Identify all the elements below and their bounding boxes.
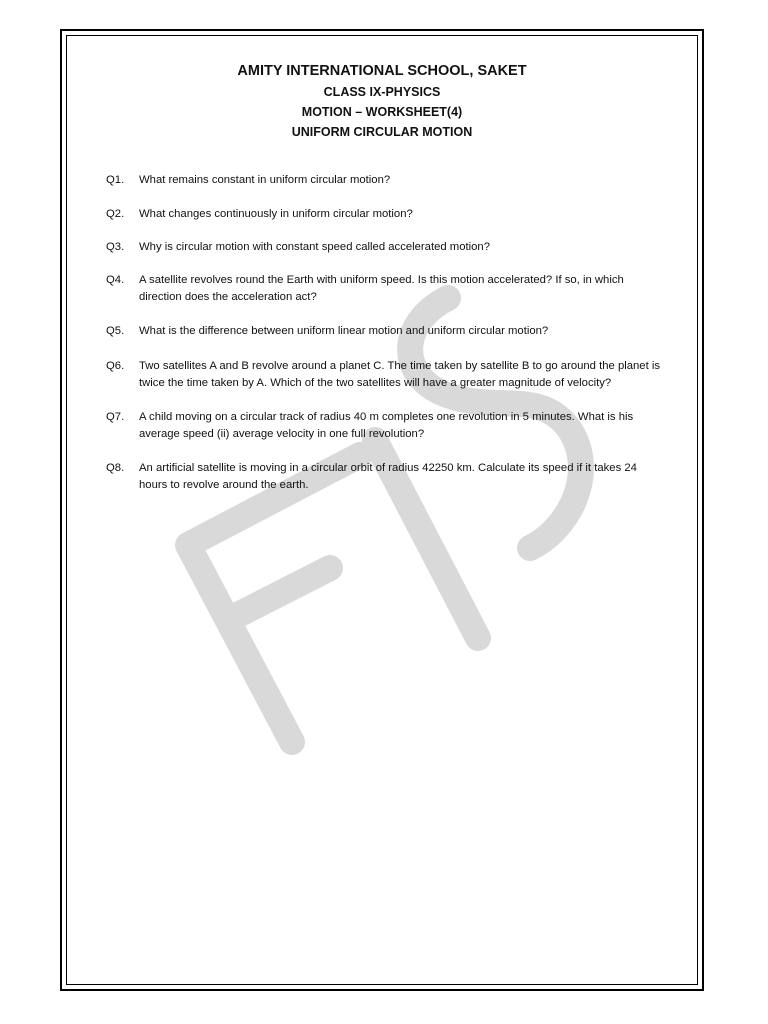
question-text: Why is circular motion with constant speed called accelerated motion? <box>139 241 490 253</box>
question-text: What changes continuously in uniform circular motion? <box>139 208 413 220</box>
school-name: AMITY INTERNATIONAL SCHOOL, SAKET <box>237 63 527 79</box>
question-item <box>106 409 666 443</box>
question-item <box>106 272 666 306</box>
question-item <box>106 323 666 340</box>
question-number: Q1. <box>106 174 125 186</box>
question-number: Q6. <box>106 360 125 372</box>
question-text: An artificial satellite is moving in a circular orbit of radius 42250 km. Calculate its speed if it takes 24 hours to revolve around the earth. <box>139 462 637 491</box>
topic-line: UNIFORM CIRCULAR MOTION <box>291 125 473 139</box>
question-number: Q5. <box>106 325 125 337</box>
question-item <box>106 172 666 189</box>
question-number: Q8. <box>106 462 125 474</box>
question-text: What is the difference between uniform linear motion and uniform circular motion? <box>139 325 549 337</box>
question-text: A satellite revolves round the Earth with uniform speed. Is this motion accelerated? If so, in which direction does the acceleration act? <box>139 274 624 303</box>
question-text: What remains constant in uniform circular motion? <box>139 174 391 186</box>
question-number: Q2. <box>106 208 125 220</box>
question-text: A child moving on a circular track of radius 40 m completes one revolution in 5 minutes. What is his average speed (ii) average velocity in one full revolution? <box>139 411 634 440</box>
worksheet-header <box>66 60 698 142</box>
question-number: Q3. <box>106 241 125 253</box>
question-item <box>106 460 666 494</box>
class-line: CLASS IX-PHYSICS <box>323 85 441 99</box>
question-item <box>106 206 666 223</box>
question-item <box>106 239 666 256</box>
question-number: Q7. <box>106 411 125 423</box>
question-text: Two satellites A and B revolve around a planet C. The time taken by satellite B to go around the planet is twice the time taken by A. Which of the two satellites will have a greater magnitude of velocity? <box>139 360 661 389</box>
question-item <box>106 358 666 392</box>
question-number: Q4. <box>106 274 125 286</box>
worksheet-line: MOTION – WORKSHEET(4) <box>301 105 463 119</box>
question-list <box>106 172 666 494</box>
